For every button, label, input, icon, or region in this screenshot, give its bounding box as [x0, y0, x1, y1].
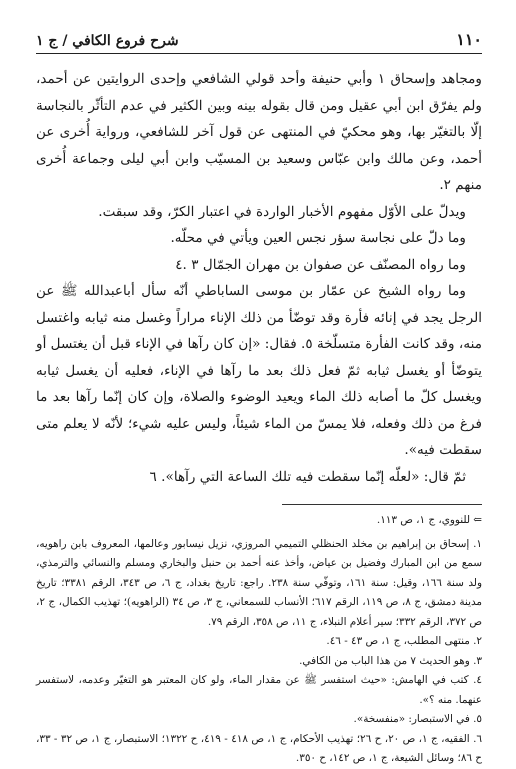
- footnote: ٢. منتهى المطلب، ج ١، ص ٤٣ - ٤٦.: [326, 635, 482, 647]
- paragraph: ثمّ قال: «لعلّه إنّما سقطت فيه تلك الساعة التي رآها». ٦: [149, 468, 466, 485]
- footnote: ٥. في الاستبصار: «منفسخة».: [353, 713, 482, 725]
- footnote: ٣. وهو الحديث ٧ من هذا الباب من الكافي.: [299, 654, 482, 667]
- footnote: ⇐ للنووي، ج ١، ص ١١٣.: [376, 514, 482, 526]
- main-text: [36, 66, 482, 490]
- running-title: شرح فروع الكافي / ج ١: [36, 33, 179, 49]
- footnotes: [36, 511, 482, 769]
- paragraph: ويدلّ على الأوّل مفهوم الأخبار الواردة في اعتبار الكرّ، وقد سبقت.: [98, 203, 466, 220]
- footnote-divider: [282, 504, 482, 505]
- footnote: ٦. الفقيه، ج ١، ص ٢٠، ح ٢٦؛ تهذيب الأحكام، ج ١، ص ٤١٨ - ٤١٩، ح ١٣٢٢؛ الاستبصار، ج ١، ص ٣٢ - ٣٣، ح ٨٦؛ وسائل الشيعة، ج ١، ص ١٤٢، ح ٣٥٠.: [36, 732, 482, 764]
- paragraph: وما رواه الشيخ عن عمّار بن موسى الساباطي أنّه سأل أباعبدالله ﷺ عن الرجل يجد في إنائه فأرة وقد توضّأ من ذلك الإناء مراراً وغسل منه ثيابه واغتسل منه، وقد كانت الفأرة متسلّخة ٥. فقال: «إن كان رآها في الإناء قبل أن يغتسل أو يتوضّأ أو يغسل ثيابه ثمّ فعل ذلك بعد ما رآها في الإناء، فعليه أن يغسل ثيابه ويغسل كلّ ما أصابه ذلك الماء ويعيد الوضوء والصلاة، وإن كان إنّما رآها بعد ما فرغ من ذلك وفعله، فلا يمسّ من الماء شيئاً، وليس عليه شيء؛ لأنّه لا يعلم متى سقطت فيه».: [36, 283, 482, 458]
- paragraph: وما رواه المصنّف عن صفوان بن مهران الجمّال ٣ .٤: [175, 256, 466, 273]
- page-header: [36, 30, 482, 54]
- page-number: ١١٠: [456, 30, 482, 49]
- paragraph: وما دلّ على نجاسة سؤر نجس العين ويأتي في محلّه.: [170, 230, 466, 246]
- footnote: ٤. كتب في الهامش: «حيث استفسر ﷺ عن مقدار الماء، ولو كان المعتبر هو التغيّر وعدمه، لاستفسر عنهما. منه ؟».: [36, 674, 482, 706]
- paragraph: ومجاهد وإسحاق ١ وأبي حنيفة وأحد قولي الشافعي وإحدى الروايتين عن أحمد، ولم يفرّق ابن أبي عقيل ومن قال بقوله بينه وبين الكثير في عدم التأثّر بالنجاسة إلّا بالتغيّر بها، وهو محكيّ في المنتهى عن قول آخر للشافعي، ورواية أُخرى عن أحمد، وعن مالك وابن عبّاس وسعيد بن المسيّب وابن أبي ليلى وجماعة أُخرى منهم ٢.: [36, 71, 482, 193]
- footnote: ١. إسحاق بن إبراهيم بن مخلد الحنظلي التميمي المروزي، نزيل نيسابور وعالمها، المعروف بابن راهويه، سمع من ابن المبارك وفضيل بن عياض، وأخذ عنه أحمد بن حنبل والبخاري ومسلم والنسائي والترمذي، ولد سنة ١٦٦، وقيل: سنة ١٦١، وتوفّي سنة ٢٣٨. راجع: تاريخ بغداد، ج ٦، ص ٣٤٣، الرقم ٣٣٨١؛ تاريخ مدينة دمشق، ج ٨، ص ١١٩، الرقم ٦١٧؛ الأنساب للسمعاني، ج ٣، ص ٣٤ (الراهويه)؛ تهذيب الكمال، ج ٢، ص ٣٧٢، الرقم ٣٣٢؛ سير أعلام النبلاء، ج ١١، ص ٣٥٨، الرقم ٧٩.: [36, 537, 482, 628]
